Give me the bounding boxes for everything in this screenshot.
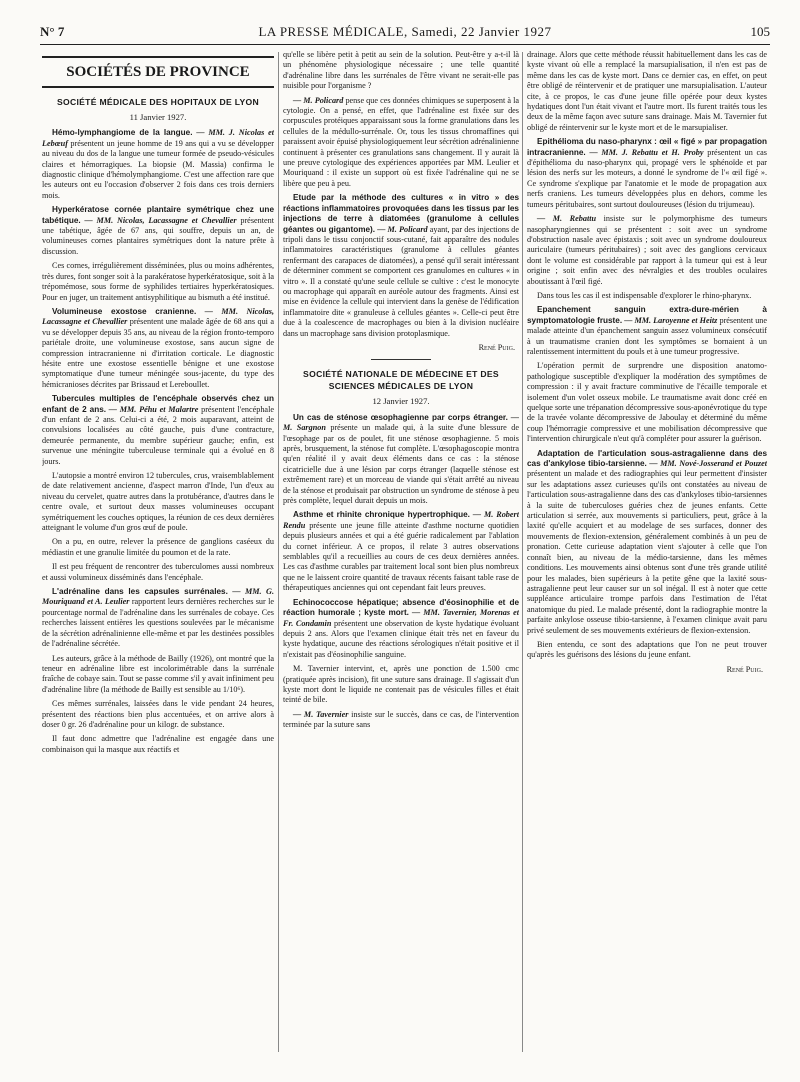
article-authors: — M. Robert Rendu [283,510,519,530]
article-text: présente une jeune fille atteinte d'asthme nocturne quotidien depuis plusieurs années et qui a été guérie radicalement par l'ablation du cornet inférieur. A ce propos, il relate 3 autres observations semblables qu'il a recueillies au cours de ces deux dernières années. Les cas d'asthme curables par traitement local sont bien plus nombreux que ne le laissent croire quantité de travaux récents faisant table rase de thérapeutiques anciennes qui ont cependant fait leurs preuves. [283,520,519,593]
article-text: présente un malade qui, à la suite d'une blessure de l'œsophage par os de poulet, fit une sténose œsophagienne. 5 mois après, brusquement, la sténose fut complète. L'œsophagoscopie montra qu'en réalité il y avait deux éléments dans ce cas : la sténose cicatricielle due à une lésion par corps étranger (laquelle sténose est extrêmement rare) et un morceau de viande qui s'était arrêté au niveau de la sténose et produisait par obstruction un syndrome de sténose à peu près complète, lequel durait depuis un mois. [283,423,519,506]
article-text: On a pu, en outre, relever la présence de ganglions caséeux du médiastin et une granulie limitée du poumon et de la rate. [42,537,274,557]
article-authors: — M. Rebattu [537,214,597,224]
column-divider [278,52,279,1052]
column-divider [522,52,523,1052]
article-heading: Un cas de sténose œsophagienne par corps étranger. [293,412,508,422]
article-text: L'autopsie a montré environ 12 tubercules, crus, vraisemblablement de date relativement ancienne, d'aspect marron d'Inde, l'un d'eux au niveau du cervelet, quatre autres dans la protubérance, d'autres dans le centre ovale, et surtout deux masses volumineuses occupant symétriquement les couches optiques, la réunion de ces deux dernières atteignant le volume d'un gros œuf de poule. [42,471,274,533]
article-text: Ces cornes, irrégulièrement disséminées, plus ou moins adhérentes, très dures, font songer soit à la parakératose hyperkératosique, soit à la trépomémose, sous forme de syphilides tertiaires hyperkératosiques. Pour en juger, un traitement antisyphilitique au bismuth a été institué. [42,261,274,302]
article-text: présentent un cas d'épithélioma du naso-pharynx qui, propagé vers le sphénoïde et par lésion des nerfs sur les moteurs, a donné le syndrome de l'« œil figé ». Ce syndrome s'explique par l'anatomie et le mode de propagation aux nerfs craniens. Les tumeurs développées plus en dehors, comme les tumeurs péritubaires, sont surtout douloureuses (lésion du trijumeau). [527,147,767,209]
article-text: présentent un malade et des radiographies qui leur permettent d'insister sur les adaptations assez curieuses qu'ils ont constatées au niveau de l'articulation sous-astragalienne dans des cas d'ankyloses tibio-tarsiennes à la suite de tuberculoses guéries chez de jeunes enfants. Cette articulation si serrée, aux mouvements si particuliers, peut, grâce à la laxité qu'elle acquiert et au modelage de ses surfaces, donner des mouvements de flexion-extension, généralement combinés à un peu de pronation. Cette curieuse adaptation vient s'ajouter à celle que l'on connaît bien, au niveau de la médio-tarsienne, dans les mêmes conditions. Les mouvements ainsi obtenus sont d'une très grande utilité pour les malades, bien supérieurs à la petite gêne que la laxité sous-astragalienne peut leur causer sur un sol inégal. Il est à noter que cette suppléance articulaire trompe parfois dans l'estimation de l'état anatomique du pied. Le malade présenté, dont la radiographie montre la parfaite ankylose osseuse tibio-tarsienne, à l'examen clinique avait paru privé seulement de ses mouvements extérieurs de flexion-extension. [527,469,767,635]
article-text: présentent une observation de kyste hydatique évoluant depuis 2 ans. Alors que l'examen clinique était très net en faveur du kyste hydatique, aucune des réactions sérologiques n'était positive et il n'existait pas d'éosinophilie sanguine. [283,618,519,659]
article-authors: — MM. Nicolas, Lacassagne et Chevallier [84,215,237,225]
issue-number: N° 7 [40,24,65,39]
article-text: Il faut donc admettre que l'adrénaline est engagée dans une combinaison qui la masque aux réactifs et [42,734,274,754]
column-1 [42,50,274,1070]
article-text: M. Tavernier intervint, et, après une ponction de 1.500 cmc (pratiquée après incision), fit une suture sans drainage. Il s'agissait d'un kyste mort dont le liquide ne contenait pas de vésicules filles et était teinté de bile. [283,664,519,705]
article-text: insiste sur le polymorphisme des tumeurs nasopharyngiennes qui se présentent : soit avec un syndrome d'obstruction nasale avec épistaxis ; soit avec un syndrome douloureux auriculaire (tumeurs péritubaires) ; soit avec des ganglions cervicaux dont le volume est considérable par rapport à la tumeur qui est à leur origine ; soit enfin avec des névralgies et des troubles oculaires aboutissant à l'œil figé. [527,214,767,286]
article-authors: — MM. Tavernier, Morenas et Fr. Condamin [283,608,519,628]
article-text: présentent une tabétique, âgée de 67 ans, qui souffre, depuis un an, de volumineuses cornes plantaires symétriques dont la nature prête à discussion. [42,215,274,256]
article-text: L'opération permit de surprendre une disposition anatomo-pathologique susceptible d'expliquer la modération des symptômes de compression : il y avait fracture comminutive de l'écaille temporale et isolement d'un volet osseux mobile. Le traumatisme avait donc créé en quelque sorte une trépanation décompressive sous-aponévrotique du type de la travée volante décompressive de Jaboulay et déterminé du même coup l'hémorragie compressive et une mobilisation décompressive que l'intervention chirurgicale n'eut qu'à compléter pour assurer la guérison. [527,361,767,444]
column-3 [527,50,767,1070]
article-heading: Asthme et rhinite chronique hypertrophique. [293,510,470,520]
signature: René Puig. [726,664,763,674]
article-heading: Epithélioma du naso-pharynx : œil « figé » par propagation intracranienne. [527,137,767,157]
article-text: Bien entendu, ce sont des adaptations que l'on ne peut trouver qu'après les guérisons des lésions du jeune enfant. [527,639,767,660]
article-paragraph [283,598,519,660]
divider [371,359,431,360]
article-paragraph [527,305,767,357]
society-name: SOCIÉTÉ NATIONALE DE MÉDECINE ET DES SCIENCES MÉDICALES DE LYON [303,369,499,392]
page-header [40,22,770,45]
article-text: Il est peu fréquent de rencontrer des tuberculomes aussi nombreux et aussi volumineux disséminés dans l'encéphale. [42,562,274,582]
article-authors: — MM. J. Rebattu et H. Proby [589,147,704,157]
signature: René Puig. [478,342,515,352]
article-text: qu'elle se libère petit à petit au sein de la solution. Peut-être y a-t-il là un phénomène physiologique nécessaire ; une telle quantité d'adrénaline libre dans les surrénales de l'être vivant ne serait-elle pas nuisible pour l'organisme ? [283,50,519,91]
article-paragraph [527,449,767,636]
article-authors: — MM. Nové-Josserand et Pouzet [649,459,767,469]
article-paragraph [42,307,274,390]
article-paragraph [283,193,519,339]
article-heading: Hyperkératose cornée plantaire symétrique chez une tabétique. [42,205,274,225]
article-authors: — MM. J. Nicolas et Lebœuf [42,128,274,148]
article-text: présentent l'encéphale d'un enfant de 2 ans. Celui-ci a été, 2 mois auparavant, atteint de convulsions localisées au côté gauche, puis d'une contracture, demeurée permanente, du membre supérieur gauche; enfin, est survenue une méningite tuberculeuse terminale qui a évolué en 8 jours. [42,404,274,466]
page-number: 105 [750,24,770,39]
article-paragraph [283,510,519,593]
article-text: rapportent leurs dernières recherches sur le pourcentage normal de l'adrénaline dans les surrénales de cobaye. Ces recherches laissent entières les questions soulevées par le mécanisme de la sécrétion adrénalinienne elle-même et par les destinées possibles de l'adrénaline sécrétée. [42,597,274,649]
article-authors: — MM. G. Mouriquand et A. Leulier [42,587,274,607]
article-heading: Epanchement sanguin extra-dure-mérien à symptomatologie fruste. [527,305,767,325]
article-heading: Tubercules multiples de l'encéphale observés chez un enfant de 2 ans. [42,394,274,414]
article-paragraph [42,128,274,201]
society-name: SOCIÉTÉ MÉDICALE DES HOPITAUX DE LYON [56,97,260,107]
article-paragraph [527,137,767,210]
session-date: 11 Janvier 1927. [129,112,187,122]
article-authors: — MM. Péhu et Malartre [108,404,199,414]
article-paragraph [283,96,519,190]
article-text: présentent un jeune homme de 19 ans qui a vu se développer au niveau du dos de la langue une tumeur formée de pseudo-vésicules claires et hémorragiques. La biopsie (M. Massia) confirma le diagnostic clinique d'hémolymphangiome. C'est une affection rare que les auteurs ont eu l'occasion d'observer 2 fois dans ces trois derniers mois. [42,138,274,200]
article-authors: — M. Policard [293,95,344,105]
article-heading: Hémo-lymphangiome de la langue. [52,128,193,138]
article-heading: Volumineuse exostose cranienne. [52,306,197,316]
article-text: Dans tous les cas il est indispensable d'explorer le rhino-pharynx. [537,290,752,300]
article-heading: Adaptation de l'articulation sous-astragalienne dans des cas d'ankylose tibio-tarsienne. [527,448,767,469]
journal-title: LA PRESSE MÉDICALE, Samedi, 22 Janvier 1927 [258,24,552,39]
article-text: pense que ces données chimiques se superposent à la cytologie. On a pensé, en effet, que l'adrénaline est fixée sur des corpuscules protéiques apparaissant sous la forme granulations dans les cellules de la médullo-surrénale. Or, tous les tissus chromaffines qui paraissent avoir épuisé physiologiquement leur sécrétion adrénalinienne continuent à présenter ces granulations sans changement. Il y aurait là une preuve cytologique des expériences apportées par MM. Leulier et Mouriquand : il existe un support où est fixée l'adrénaline qui ne se libère que peu à peu. [283,95,519,188]
section-title: SOCIÉTÉS DE PROVINCE [42,56,274,88]
article-paragraph [42,394,274,467]
article-text: Les auteurs, grâce à la méthode de Bailly (1926), ont montré que la teneur en adrénaline libre est incolorimétrable dans la surrénale fraîche de cobaye sain. Tout se passe comme s'il y avait infiniment peu d'adrénaline libre (la méthode de Bailly est sensible au 1/10⁶). [42,653,274,694]
session-date: 12 Janvier 1927. [372,396,430,407]
article-authors: — MM. Nicolas, Lacassagne et Chevallier [42,306,274,327]
article-paragraph [283,413,519,507]
article-text: Ces mêmes surrénales, laissées dans le vide pendant 24 heures, présentent des réactions bien plus accentuées, et on arrive alors à doser 0 gr. 26 d'adrénaline pour un kilogr. de substance. [42,699,274,729]
article-heading: Etude par la méthode des cultures « in vitro » des réactions inflammatoires provoquées dans les tissus par les injections de terre à diatomées (granulome à cellules géantes ou gigantome). [283,193,519,234]
article-paragraph [527,214,767,287]
article-authors: — M. Policard [377,224,428,234]
article-authors: — M. Sargnon [283,412,519,433]
article-text: présentent une malade atteinte d'un épanchement sanguin assez volumineux consécutif à un traumatisme cranien dont les symptômes se bornaient à un ralentissement intermittent du pouls et à une tumeur progressive. [527,315,767,356]
article-text: drainage. Alors que cette méthode réussit habituellement dans les cas de kyste vivant où elle a remplacé la marsupialisation, il n'en est pas de même dans les cas de kyste mort. Dans ce dernier cas, en effet, on peut être obligé de réintervenir et de pratiquer une marsupialisation. L'auteur cite, à ce propos, le cas d'une jeune fille opérée pour deux kystes hydatiques dont l'un était vivant et l'autre mort. Ils furent traités tous les deux de la même façon avec suture sans drainage. Mais M. Tavernier fut obligé de réintervenir sur le kyste mort et de le marsupialiser. [527,50,767,132]
article-text: insiste sur le succès, dans ce cas, de l'intervention terminée par la suture sans [283,709,519,730]
article-text: présentent une malade âgée de 68 ans qui a vu se développer depuis 35 ans, au niveau de la région fronto-temporo pariétale droite, une volumineuse exostose, sans aucun signe de compression intracranienne ni d'irritation corticale. Le diagnostic hésite entre une exostose essentielle bénigne et une exostose symptomatique d'une tumeur méningée sous-jacente, du type des hémicranioses décrites par Brissaud et Lereboullet. [42,317,274,389]
article-paragraph [42,205,274,257]
column-2 [283,50,519,1070]
article-text: ayant, par des injections de tripoli dans le tissu conjonctif sous-cutané, fait apparaître des nodules inflammatoires caractéristiques (granulome à cellules géantes renfermant des carapaces de diatomées), a pensé qu'il serait intéressant de déterminer comment se comportent ces granulomes en cultures « in vitro ». Il a constaté qu'une seule cellule se cultive : c'est le monocyte ou macrophage qui apparaît en auréole autour des fragments. Ainsi est mise en évidence la cellule qui intervient dans la genèse de l'édification inflammatoire dite « granuleuse à cellules géantes ». Celle-ci peut être due à la coalescence de macrophages ou bien à la division nucléaire dans un macrophage sans division protoplasmique. [283,224,519,338]
article-authors: — MM. Laroyenne et Heitz [624,315,718,325]
article-authors: — M. Tavernier [293,709,349,719]
article-paragraph [283,710,519,731]
article-paragraph [42,587,274,649]
article-heading: L'adrénaline dans les capsules surrénales. [52,587,228,597]
article-heading: Echinococcose hépatique; absence d'éosinophilie et de réaction humorale ; kyste mort. [283,597,519,618]
